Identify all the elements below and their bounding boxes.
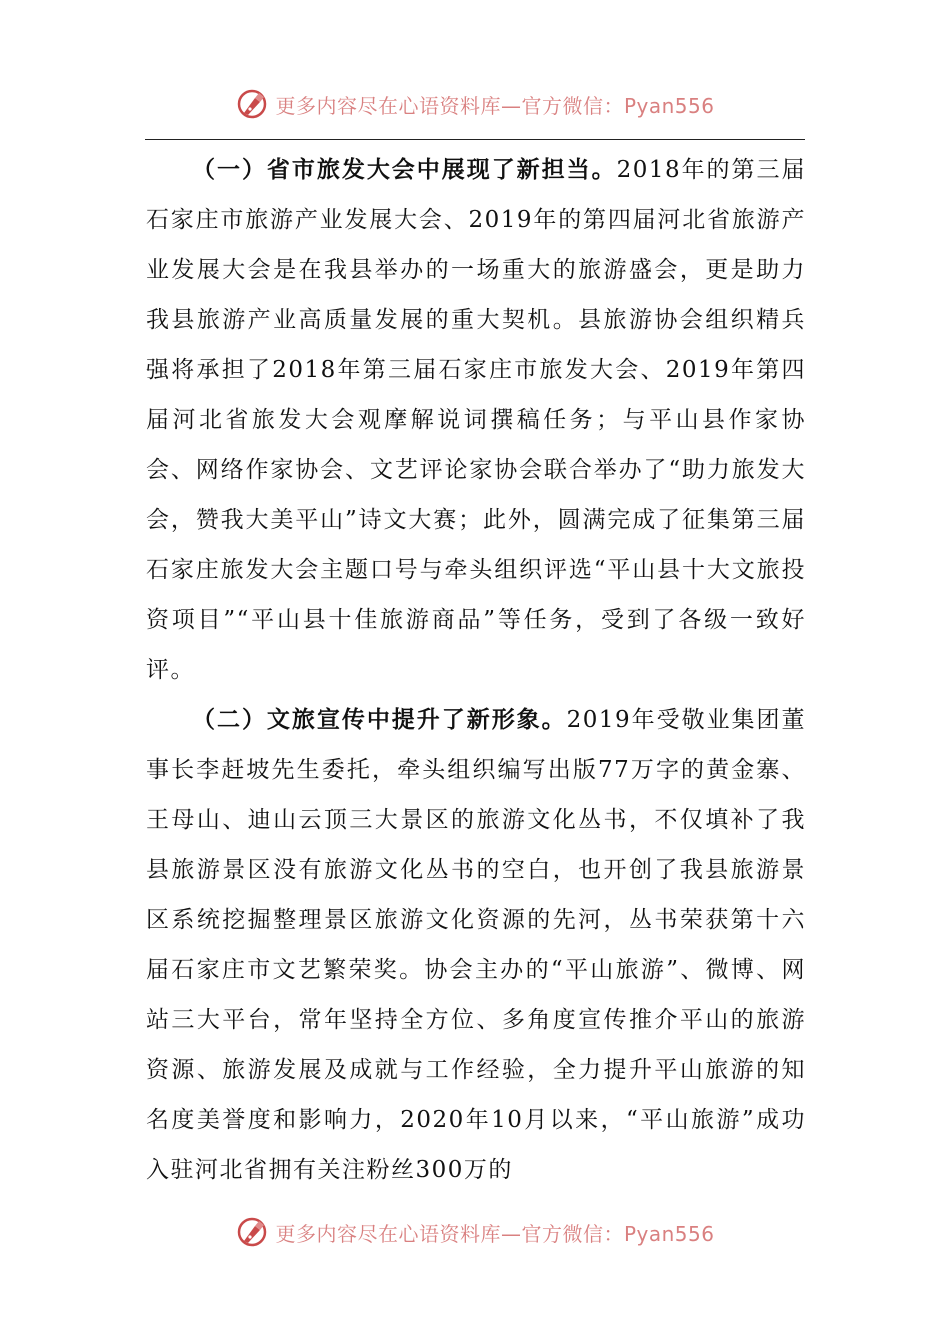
- pen-nib-circle-icon: [235, 1215, 269, 1249]
- paragraph-2-text: 2019年受敬业集团董事长李赶坡先生委托，牵头组织编写出版77万字的黄金寨、王母山、迪山云顶三大景区的旅游文化丛书，不仅填补了我县旅游景区没有旅游文化丛书的空白，也开创了我县旅游景区系统挖掘整理景区旅游文化资源的先河，丛书荣获第十六届石家庄市文艺繁荣奖。协会主办的“平山旅游”、微博、网站三大平台，常年坚持全方位、多角度宣传推介平山的旅游资源、旅游发展及成就与工作经验，全力提升平山旅游的知名度美誉度和影响力，2020年10月以来，“平山旅游”成功入驻河北省拥有关注粉丝300万的: [146, 707, 807, 1183]
- watermark-text: 更多内容尽在心语资料库—官方微信：Pyan556: [275, 1221, 715, 1246]
- document-body: [146, 145, 806, 1195]
- paragraph-2-heading: （二）文旅宣传中提升了新形象。: [192, 706, 567, 733]
- paragraph-1-text: 2018年的第三届石家庄市旅游产业发展大会、2019年的第四届河北省旅游产业发展大会是在我县举办的一场重大的旅游盛会，更是助力我县旅游产业高质量发展的重大契机。县旅游协会组织精兵强将承担了2018年第三届石家庄市旅发大会、2019年第四届河北省旅发大会观摩解说词撰稿任务；与平山县作家协会、网络作家协会、文艺评论家协会联合举办了“助力旅发大会，赞我大美平山”诗文大赛；此外，圆满完成了征集第三届石家庄旅发大会主题口号与牵头组织评选“平山县十大文旅投资项目”“平山县十佳旅游商品”等任务，受到了各级一致好评。: [146, 157, 806, 683]
- watermark-header: [0, 84, 950, 124]
- paragraph-1: [146, 145, 806, 695]
- watermark-text: 更多内容尽在心语资料库—官方微信：Pyan556: [275, 93, 715, 118]
- paragraph-1-heading: （一）省市旅发大会中展现了新担当。: [192, 156, 617, 183]
- pen-nib-circle-icon: [235, 87, 269, 121]
- paragraph-2: [146, 695, 806, 1195]
- watermark-footer: [0, 1212, 950, 1252]
- header-rule: [145, 139, 805, 140]
